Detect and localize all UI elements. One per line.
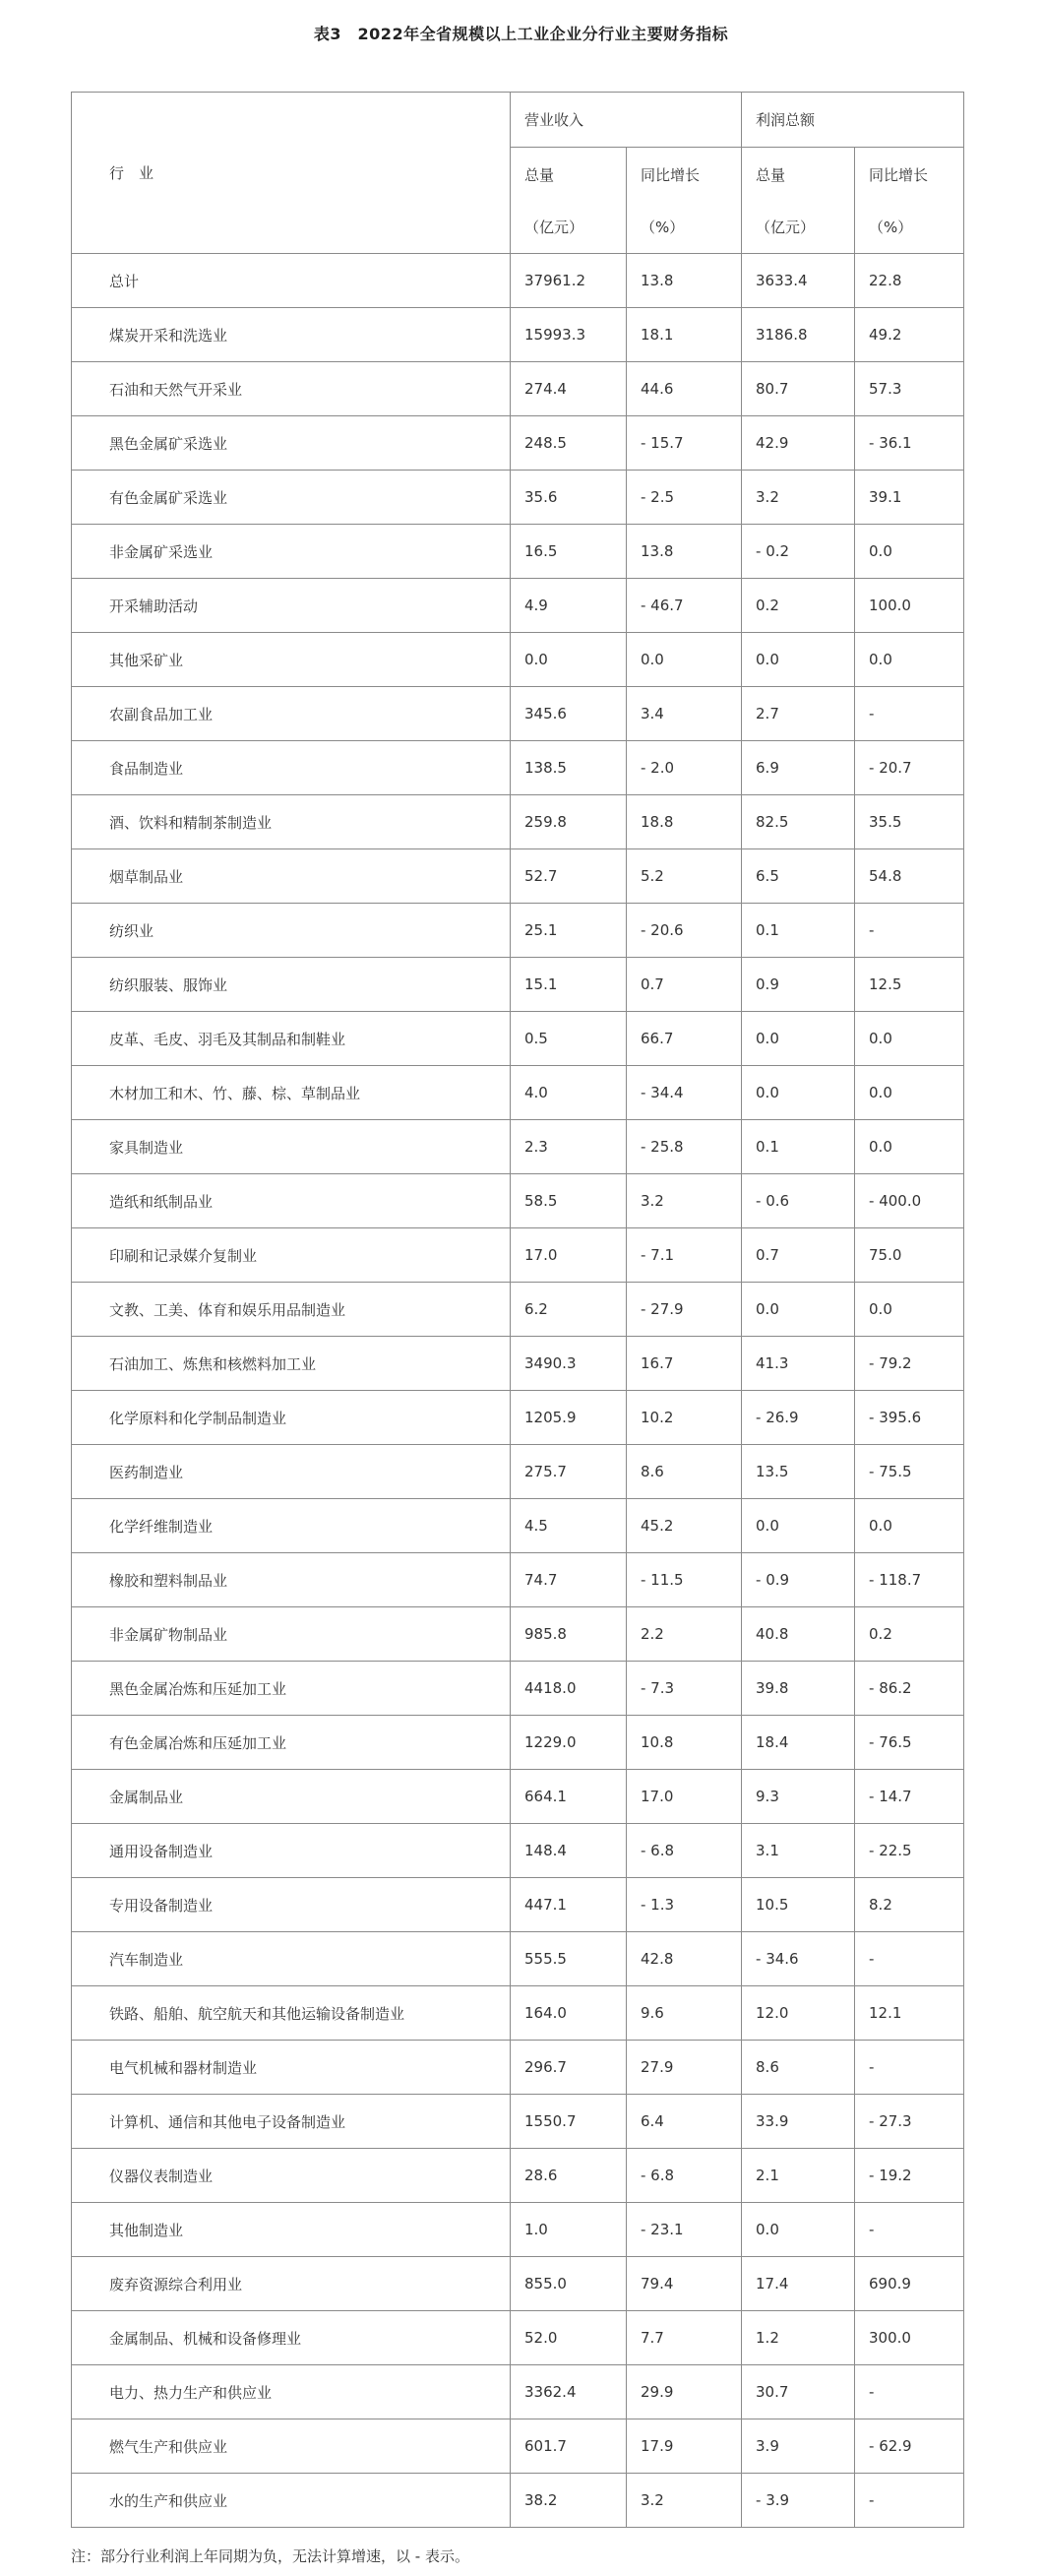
profit-growth-cell: 39.1	[855, 471, 964, 525]
revenue-growth-cell: 27.9	[627, 2041, 742, 2095]
revenue-growth-cell: 9.6	[627, 1986, 742, 2041]
profit-growth-cell: 690.9	[855, 2257, 964, 2311]
profit-growth-cell: - 118.7	[855, 1553, 964, 1607]
profit-total-cell: 0.0	[742, 2203, 855, 2257]
table-row	[72, 308, 964, 362]
industry-name-cell: 石油加工、炼焦和核燃料加工业	[72, 1337, 511, 1391]
revenue-growth-cell: 44.6	[627, 362, 742, 416]
revenue-total-cell: 35.6	[511, 471, 627, 525]
header-industry: 行 业	[72, 93, 511, 254]
header-profit-growth	[855, 148, 964, 254]
revenue-total-cell: 985.8	[511, 1607, 627, 1662]
profit-growth-cell: 0.0	[855, 1066, 964, 1120]
industry-name-cell: 金属制品、机械和设备修理业	[72, 2311, 511, 2365]
header-revenue-growth-unit: （%）	[641, 218, 685, 236]
industry-name-cell: 废弃资源综合利用业	[72, 2257, 511, 2311]
profit-growth-cell: 8.2	[855, 1878, 964, 1932]
table-row	[72, 471, 964, 525]
profit-growth-cell: - 20.7	[855, 741, 964, 795]
revenue-growth-cell: 3.2	[627, 1174, 742, 1228]
profit-growth-cell: 0.0	[855, 633, 964, 687]
industry-name-cell: 铁路、船舶、航空航天和其他运输设备制造业	[72, 1986, 511, 2041]
revenue-total-cell: 555.5	[511, 1932, 627, 1986]
table-row	[72, 1662, 964, 1716]
revenue-growth-cell: - 20.6	[627, 904, 742, 958]
industry-name-cell: 食品制造业	[72, 741, 511, 795]
header-revenue-total	[511, 148, 627, 254]
industry-name-cell: 化学原料和化学制品制造业	[72, 1391, 511, 1445]
profit-growth-cell: - 22.5	[855, 1824, 964, 1878]
revenue-growth-cell: 66.7	[627, 1012, 742, 1066]
revenue-growth-cell: 0.0	[627, 633, 742, 687]
table-row	[72, 1120, 964, 1174]
header-profit-growth-unit: （%）	[869, 218, 913, 236]
revenue-growth-cell: 0.7	[627, 958, 742, 1012]
revenue-total-cell: 52.0	[511, 2311, 627, 2365]
revenue-growth-cell: 8.6	[627, 1445, 742, 1499]
profit-total-cell: 0.1	[742, 1120, 855, 1174]
revenue-growth-cell: - 25.8	[627, 1120, 742, 1174]
revenue-growth-cell: - 7.3	[627, 1662, 742, 1716]
industry-name-cell: 石油和天然气开采业	[72, 362, 511, 416]
table-row	[72, 1228, 964, 1283]
profit-total-cell: 3633.4	[742, 254, 855, 308]
revenue-total-cell: 296.7	[511, 2041, 627, 2095]
revenue-total-cell: 164.0	[511, 1986, 627, 2041]
industry-name-cell: 通用设备制造业	[72, 1824, 511, 1878]
header-profit-total-unit: （亿元）	[756, 218, 816, 236]
profit-total-cell: - 34.6	[742, 1932, 855, 1986]
profit-growth-cell: 35.5	[855, 795, 964, 849]
table-row	[72, 525, 964, 579]
industry-name-cell: 其他采矿业	[72, 633, 511, 687]
table-row	[72, 2365, 964, 2419]
table-row	[72, 2095, 964, 2149]
industry-name-cell: 家具制造业	[72, 1120, 511, 1174]
profit-growth-cell: -	[855, 2203, 964, 2257]
profit-growth-cell: -	[855, 2041, 964, 2095]
profit-total-cell: 8.6	[742, 2041, 855, 2095]
revenue-growth-cell: 13.8	[627, 525, 742, 579]
profit-total-cell: 6.9	[742, 741, 855, 795]
industry-name-cell: 木材加工和木、竹、藤、棕、草制品业	[72, 1066, 511, 1120]
profit-growth-cell: 22.8	[855, 254, 964, 308]
revenue-total-cell: 447.1	[511, 1878, 627, 1932]
revenue-total-cell: 855.0	[511, 2257, 627, 2311]
table-row	[72, 1770, 964, 1824]
industry-name-cell: 非金属矿采选业	[72, 525, 511, 579]
revenue-total-cell: 1205.9	[511, 1391, 627, 1445]
profit-total-cell: 6.5	[742, 849, 855, 904]
profit-total-cell: 12.0	[742, 1986, 855, 2041]
table-row	[72, 1716, 964, 1770]
revenue-total-cell: 138.5	[511, 741, 627, 795]
industry-name-cell: 有色金属矿采选业	[72, 471, 511, 525]
profit-growth-cell: - 79.2	[855, 1337, 964, 1391]
profit-total-cell: 0.1	[742, 904, 855, 958]
header-profit-group: 利润总额	[742, 93, 964, 148]
table-row	[72, 904, 964, 958]
profit-total-cell: 0.7	[742, 1228, 855, 1283]
revenue-total-cell: 58.5	[511, 1174, 627, 1228]
industry-name-cell: 纺织业	[72, 904, 511, 958]
revenue-growth-cell: 7.7	[627, 2311, 742, 2365]
profit-growth-cell: -	[855, 687, 964, 741]
revenue-growth-cell: - 1.3	[627, 1878, 742, 1932]
profit-growth-cell: 0.0	[855, 525, 964, 579]
profit-growth-cell: - 75.5	[855, 1445, 964, 1499]
revenue-growth-cell: - 15.7	[627, 416, 742, 471]
table-row	[72, 741, 964, 795]
profit-growth-cell: 0.0	[855, 1283, 964, 1337]
profit-growth-cell: - 27.3	[855, 2095, 964, 2149]
profit-growth-cell: 54.8	[855, 849, 964, 904]
industry-name-cell: 电气机械和器材制造业	[72, 2041, 511, 2095]
profit-growth-cell: 0.0	[855, 1012, 964, 1066]
revenue-growth-cell: 18.8	[627, 795, 742, 849]
table-row	[72, 1391, 964, 1445]
revenue-growth-cell: 6.4	[627, 2095, 742, 2149]
table-row	[72, 2257, 964, 2311]
revenue-total-cell: 4.9	[511, 579, 627, 633]
industry-name-cell: 化学纤维制造业	[72, 1499, 511, 1553]
profit-total-cell: 41.3	[742, 1337, 855, 1391]
profit-total-cell: 0.0	[742, 1283, 855, 1337]
profit-growth-cell: - 395.6	[855, 1391, 964, 1445]
header-revenue-total-unit: （亿元）	[524, 218, 584, 236]
table-row	[72, 1553, 964, 1607]
table-row	[72, 1824, 964, 1878]
revenue-total-cell: 1.0	[511, 2203, 627, 2257]
profit-growth-cell: - 36.1	[855, 416, 964, 471]
header-revenue-total-label: 总量	[524, 165, 555, 184]
revenue-growth-cell: 2.2	[627, 1607, 742, 1662]
revenue-total-cell: 2.3	[511, 1120, 627, 1174]
revenue-total-cell: 52.7	[511, 849, 627, 904]
profit-total-cell: - 26.9	[742, 1391, 855, 1445]
industry-name-cell: 酒、饮料和精制茶制造业	[72, 795, 511, 849]
revenue-growth-cell: 79.4	[627, 2257, 742, 2311]
header-revenue-group: 营业收入	[511, 93, 742, 148]
revenue-growth-cell: 42.8	[627, 1932, 742, 1986]
industry-name-cell: 计算机、通信和其他电子设备制造业	[72, 2095, 511, 2149]
table-row	[72, 1932, 964, 1986]
industry-name-cell: 纺织服装、服饰业	[72, 958, 511, 1012]
profit-total-cell: 1.2	[742, 2311, 855, 2365]
profit-total-cell: 0.0	[742, 633, 855, 687]
profit-growth-cell: 300.0	[855, 2311, 964, 2365]
revenue-growth-cell: 29.9	[627, 2365, 742, 2419]
profit-total-cell: 0.9	[742, 958, 855, 1012]
table-row	[72, 1283, 964, 1337]
revenue-growth-cell: - 7.1	[627, 1228, 742, 1283]
table-title: 表3 2022年全省规模以上工业企业分行业主要财务指标	[313, 25, 729, 43]
table-row	[72, 1878, 964, 1932]
table-row	[72, 958, 964, 1012]
industry-name-cell: 专用设备制造业	[72, 1878, 511, 1932]
revenue-total-cell: 4.5	[511, 1499, 627, 1553]
profit-growth-cell: 0.0	[855, 1499, 964, 1553]
revenue-total-cell: 4418.0	[511, 1662, 627, 1716]
profit-growth-cell: -	[855, 1932, 964, 1986]
profit-total-cell: 18.4	[742, 1716, 855, 1770]
industry-name-cell: 黑色金属矿采选业	[72, 416, 511, 471]
revenue-total-cell: 16.5	[511, 525, 627, 579]
industry-name-cell: 开采辅助活动	[72, 579, 511, 633]
table-row	[72, 795, 964, 849]
profit-growth-cell: -	[855, 2474, 964, 2528]
profit-total-cell: 42.9	[742, 416, 855, 471]
revenue-total-cell: 38.2	[511, 2474, 627, 2528]
profit-total-cell: - 0.9	[742, 1553, 855, 1607]
profit-total-cell: 3.9	[742, 2419, 855, 2474]
industry-name-cell: 印刷和记录媒介复制业	[72, 1228, 511, 1283]
profit-total-cell: 10.5	[742, 1878, 855, 1932]
table-row	[72, 2203, 964, 2257]
profit-growth-cell: 12.5	[855, 958, 964, 1012]
revenue-total-cell: 3362.4	[511, 2365, 627, 2419]
profit-total-cell: 30.7	[742, 2365, 855, 2419]
revenue-total-cell: 74.7	[511, 1553, 627, 1607]
profit-total-cell: 0.2	[742, 579, 855, 633]
revenue-growth-cell: 13.8	[627, 254, 742, 308]
table-row	[72, 579, 964, 633]
industry-name-cell: 煤炭开采和洗选业	[72, 308, 511, 362]
revenue-total-cell: 3490.3	[511, 1337, 627, 1391]
industry-name-cell: 燃气生产和供应业	[72, 2419, 511, 2474]
table-row	[72, 2311, 964, 2365]
table-row	[72, 1445, 964, 1499]
profit-total-cell: 33.9	[742, 2095, 855, 2149]
industry-name-cell: 仪器仪表制造业	[72, 2149, 511, 2203]
revenue-growth-cell: 3.2	[627, 2474, 742, 2528]
revenue-growth-cell: - 11.5	[627, 1553, 742, 1607]
profit-total-cell: - 0.6	[742, 1174, 855, 1228]
profit-growth-cell: 0.2	[855, 1607, 964, 1662]
profit-total-cell: 39.8	[742, 1662, 855, 1716]
table-row	[72, 1174, 964, 1228]
financial-indicators-table	[71, 92, 964, 2528]
industry-name-cell: 造纸和纸制品业	[72, 1174, 511, 1228]
table-row	[72, 1066, 964, 1120]
table-row	[72, 2041, 964, 2095]
industry-name-cell: 汽车制造业	[72, 1932, 511, 1986]
profit-growth-cell: - 86.2	[855, 1662, 964, 1716]
header-profit-growth-label: 同比增长	[869, 165, 929, 184]
profit-total-cell: 17.4	[742, 2257, 855, 2311]
industry-name-cell: 黑色金属冶炼和压延加工业	[72, 1662, 511, 1716]
table-row	[72, 1012, 964, 1066]
revenue-growth-cell: - 27.9	[627, 1283, 742, 1337]
industry-name-cell: 总计	[72, 254, 511, 308]
revenue-total-cell: 28.6	[511, 2149, 627, 2203]
revenue-total-cell: 15.1	[511, 958, 627, 1012]
revenue-growth-cell: - 2.5	[627, 471, 742, 525]
revenue-growth-cell: 10.2	[627, 1391, 742, 1445]
revenue-total-cell: 15993.3	[511, 308, 627, 362]
profit-total-cell: 80.7	[742, 362, 855, 416]
profit-growth-cell: - 19.2	[855, 2149, 964, 2203]
profit-growth-cell: - 62.9	[855, 2419, 964, 2474]
table-row	[72, 416, 964, 471]
profit-total-cell: 82.5	[742, 795, 855, 849]
revenue-total-cell: 248.5	[511, 416, 627, 471]
header-profit-total-label: 总量	[756, 165, 786, 184]
revenue-total-cell: 0.0	[511, 633, 627, 687]
table-row	[72, 2149, 964, 2203]
profit-total-cell: 3186.8	[742, 308, 855, 362]
profit-total-cell: 3.2	[742, 471, 855, 525]
revenue-total-cell: 148.4	[511, 1824, 627, 1878]
table-row	[72, 1986, 964, 2041]
industry-name-cell: 医药制造业	[72, 1445, 511, 1499]
revenue-growth-cell: 16.7	[627, 1337, 742, 1391]
revenue-total-cell: 17.0	[511, 1228, 627, 1283]
header-profit-total	[742, 148, 855, 254]
revenue-total-cell: 25.1	[511, 904, 627, 958]
profit-growth-cell: - 400.0	[855, 1174, 964, 1228]
industry-name-cell: 非金属矿物制品业	[72, 1607, 511, 1662]
header-revenue-growth	[627, 148, 742, 254]
industry-name-cell: 电力、热力生产和供应业	[72, 2365, 511, 2419]
industry-name-cell: 文教、工美、体育和娱乐用品制造业	[72, 1283, 511, 1337]
footnote: 注：部分行业利润上年同期为负，无法计算增速，以 - 表示。	[71, 2547, 469, 2565]
table-row	[72, 1499, 964, 1553]
revenue-total-cell: 6.2	[511, 1283, 627, 1337]
profit-growth-cell: 0.0	[855, 1120, 964, 1174]
profit-growth-cell: 49.2	[855, 308, 964, 362]
revenue-total-cell: 275.7	[511, 1445, 627, 1499]
revenue-growth-cell: - 34.4	[627, 1066, 742, 1120]
profit-growth-cell: 57.3	[855, 362, 964, 416]
profit-growth-cell: -	[855, 904, 964, 958]
revenue-growth-cell: 45.2	[627, 1499, 742, 1553]
revenue-total-cell: 0.5	[511, 1012, 627, 1066]
profit-growth-cell: 100.0	[855, 579, 964, 633]
revenue-growth-cell: 18.1	[627, 308, 742, 362]
revenue-growth-cell: 5.2	[627, 849, 742, 904]
industry-name-cell: 水的生产和供应业	[72, 2474, 511, 2528]
revenue-total-cell: 601.7	[511, 2419, 627, 2474]
revenue-growth-cell: 17.0	[627, 1770, 742, 1824]
industry-name-cell: 农副食品加工业	[72, 687, 511, 741]
header-row-groups	[72, 93, 964, 148]
table-row	[72, 1337, 964, 1391]
industry-name-cell: 橡胶和塑料制品业	[72, 1553, 511, 1607]
revenue-total-cell: 345.6	[511, 687, 627, 741]
revenue-growth-cell: - 6.8	[627, 2149, 742, 2203]
profit-total-cell: 9.3	[742, 1770, 855, 1824]
industry-name-cell: 其他制造业	[72, 2203, 511, 2257]
profit-total-cell: - 0.2	[742, 525, 855, 579]
profit-total-cell: 2.7	[742, 687, 855, 741]
revenue-growth-cell: 17.9	[627, 2419, 742, 2474]
table-row	[72, 254, 964, 308]
table-row	[72, 2419, 964, 2474]
revenue-total-cell: 274.4	[511, 362, 627, 416]
table-row	[72, 362, 964, 416]
profit-growth-cell: - 14.7	[855, 1770, 964, 1824]
profit-total-cell: - 3.9	[742, 2474, 855, 2528]
revenue-growth-cell: 10.8	[627, 1716, 742, 1770]
revenue-growth-cell: - 46.7	[627, 579, 742, 633]
revenue-total-cell: 664.1	[511, 1770, 627, 1824]
industry-name-cell: 金属制品业	[72, 1770, 511, 1824]
profit-total-cell: 13.5	[742, 1445, 855, 1499]
table-row	[72, 633, 964, 687]
revenue-growth-cell: - 2.0	[627, 741, 742, 795]
revenue-growth-cell: - 6.8	[627, 1824, 742, 1878]
industry-name-cell: 烟草制品业	[72, 849, 511, 904]
profit-growth-cell: - 76.5	[855, 1716, 964, 1770]
profit-total-cell: 0.0	[742, 1066, 855, 1120]
table-row	[72, 687, 964, 741]
header-revenue-growth-label: 同比增长	[641, 165, 701, 184]
revenue-total-cell: 1229.0	[511, 1716, 627, 1770]
profit-growth-cell: 75.0	[855, 1228, 964, 1283]
revenue-total-cell: 1550.7	[511, 2095, 627, 2149]
profit-growth-cell: 12.1	[855, 1986, 964, 2041]
revenue-total-cell: 259.8	[511, 795, 627, 849]
industry-name-cell: 有色金属冶炼和压延加工业	[72, 1716, 511, 1770]
table-row	[72, 1607, 964, 1662]
profit-growth-cell: -	[855, 2365, 964, 2419]
profit-total-cell: 3.1	[742, 1824, 855, 1878]
profit-total-cell: 40.8	[742, 1607, 855, 1662]
revenue-growth-cell: - 23.1	[627, 2203, 742, 2257]
table-row	[72, 849, 964, 904]
revenue-growth-cell: 3.4	[627, 687, 742, 741]
table-row	[72, 2474, 964, 2528]
industry-name-cell: 皮革、毛皮、羽毛及其制品和制鞋业	[72, 1012, 511, 1066]
revenue-total-cell: 37961.2	[511, 254, 627, 308]
revenue-total-cell: 4.0	[511, 1066, 627, 1120]
profit-total-cell: 0.0	[742, 1012, 855, 1066]
profit-total-cell: 0.0	[742, 1499, 855, 1553]
profit-total-cell: 2.1	[742, 2149, 855, 2203]
